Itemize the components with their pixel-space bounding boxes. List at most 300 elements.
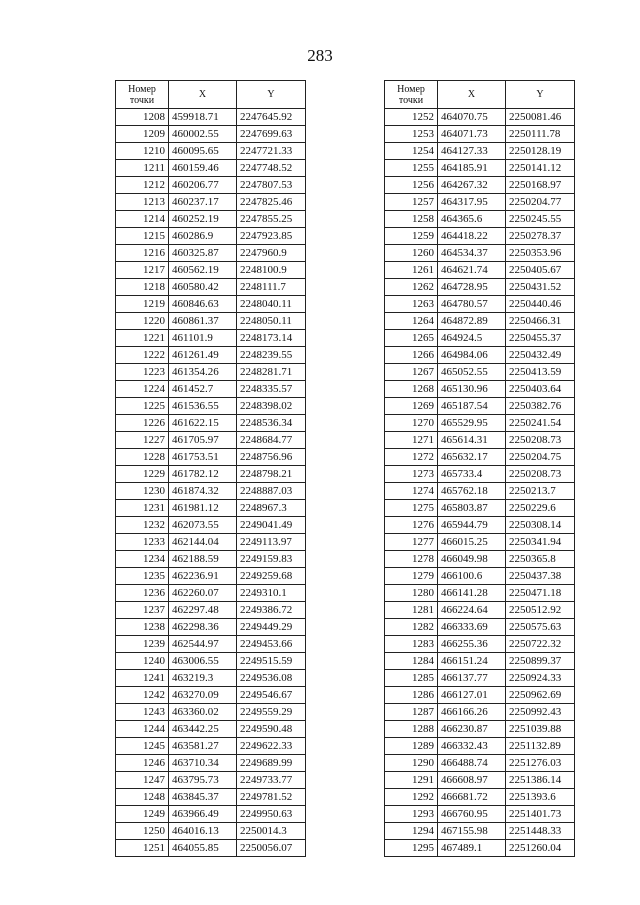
point-number-cell: 1268 (385, 381, 438, 398)
table-row (116, 772, 306, 789)
x-cell: 464070.75 (438, 109, 506, 126)
table-row (116, 143, 306, 160)
table-row (116, 279, 306, 296)
x-cell: 464418.22 (438, 228, 506, 245)
y-cell: 2248967.3 (237, 500, 306, 517)
x-cell: 466137.77 (438, 670, 506, 687)
x-cell: 462188.59 (169, 551, 237, 568)
y-cell: 2250405.67 (506, 262, 575, 279)
point-number-cell: 1250 (116, 823, 169, 840)
point-number-cell: 1218 (116, 279, 169, 296)
point-number-cell: 1215 (116, 228, 169, 245)
point-number-cell: 1276 (385, 517, 438, 534)
x-cell: 461452.7 (169, 381, 237, 398)
x-cell: 466332.43 (438, 738, 506, 755)
x-cell: 464185.91 (438, 160, 506, 177)
point-number-cell: 1270 (385, 415, 438, 432)
x-cell: 461261.49 (169, 347, 237, 364)
point-number-cell: 1251 (116, 840, 169, 857)
x-cell: 460861.37 (169, 313, 237, 330)
y-cell: 2250722.32 (506, 636, 575, 653)
x-cell: 462297.48 (169, 602, 237, 619)
x-cell: 464267.32 (438, 177, 506, 194)
x-cell: 463710.34 (169, 755, 237, 772)
y-cell: 2247807.53 (237, 177, 306, 194)
table-row (385, 772, 575, 789)
x-cell: 460325.87 (169, 245, 237, 262)
x-cell: 460206.77 (169, 177, 237, 194)
point-number-cell: 1275 (385, 500, 438, 517)
point-number-cell: 1269 (385, 398, 438, 415)
table-row (385, 449, 575, 466)
y-cell: 2250204.75 (506, 449, 575, 466)
y-header: Y (506, 81, 575, 109)
point-number-cell: 1284 (385, 653, 438, 670)
y-cell: 2250111.78 (506, 126, 575, 143)
y-cell: 2249781.52 (237, 789, 306, 806)
y-cell: 2249689.99 (237, 755, 306, 772)
table-row (385, 653, 575, 670)
table-row (116, 364, 306, 381)
y-cell: 2249041.49 (237, 517, 306, 534)
table-row (116, 551, 306, 568)
y-cell: 2250204.77 (506, 194, 575, 211)
y-cell: 2251448.33 (506, 823, 575, 840)
y-cell: 2247825.46 (237, 194, 306, 211)
coordinates-table-right (384, 80, 575, 857)
y-cell: 2250229.6 (506, 500, 575, 517)
y-cell: 2250014.3 (237, 823, 306, 840)
table-row (385, 262, 575, 279)
x-cell: 465052.55 (438, 364, 506, 381)
x-cell: 460095.65 (169, 143, 237, 160)
table-row (116, 381, 306, 398)
x-cell: 465762.18 (438, 483, 506, 500)
table-row (385, 177, 575, 194)
x-cell: 463581.27 (169, 738, 237, 755)
point-number-cell: 1231 (116, 500, 169, 517)
table-row (385, 500, 575, 517)
x-cell: 464984.06 (438, 347, 506, 364)
y-cell: 2250440.46 (506, 296, 575, 313)
y-cell: 2248756.96 (237, 449, 306, 466)
x-cell: 463219.3 (169, 670, 237, 687)
y-cell: 2250365.8 (506, 551, 575, 568)
table-row (116, 296, 306, 313)
y-cell: 2250466.31 (506, 313, 575, 330)
point-number-cell: 1243 (116, 704, 169, 721)
point-number-cell: 1239 (116, 636, 169, 653)
point-number-cell: 1232 (116, 517, 169, 534)
y-cell: 2250278.37 (506, 228, 575, 245)
y-cell: 2249590.48 (237, 721, 306, 738)
y-cell: 2248173.14 (237, 330, 306, 347)
x-cell: 466151.24 (438, 653, 506, 670)
table-row (385, 602, 575, 619)
x-cell: 465130.96 (438, 381, 506, 398)
x-cell: 464924.5 (438, 330, 506, 347)
point-number-cell: 1211 (116, 160, 169, 177)
x-cell: 464016.13 (169, 823, 237, 840)
table-row (116, 177, 306, 194)
x-cell: 461536.55 (169, 398, 237, 415)
y-cell: 2250455.37 (506, 330, 575, 347)
table-row (116, 483, 306, 500)
point-number-cell: 1233 (116, 534, 169, 551)
x-cell: 460562.19 (169, 262, 237, 279)
point-number-cell: 1213 (116, 194, 169, 211)
y-cell: 2248100.9 (237, 262, 306, 279)
table-row (385, 330, 575, 347)
table-row (116, 721, 306, 738)
point-number-cell: 1264 (385, 313, 438, 330)
y-header: Y (237, 81, 306, 109)
table-row (385, 517, 575, 534)
table-row (116, 585, 306, 602)
y-cell: 2250141.12 (506, 160, 575, 177)
x-cell: 466166.26 (438, 704, 506, 721)
x-cell: 460286.9 (169, 228, 237, 245)
y-cell: 2247645.92 (237, 109, 306, 126)
table-row (385, 823, 575, 840)
table-row (385, 670, 575, 687)
y-cell: 2250899.37 (506, 653, 575, 670)
x-cell: 462544.97 (169, 636, 237, 653)
x-cell: 465733.4 (438, 466, 506, 483)
point-number-cell: 1272 (385, 449, 438, 466)
y-cell: 2250382.76 (506, 398, 575, 415)
y-cell: 2248887.03 (237, 483, 306, 500)
table-row (116, 194, 306, 211)
point-number-cell: 1254 (385, 143, 438, 160)
x-cell: 466141.28 (438, 585, 506, 602)
point-number-cell: 1223 (116, 364, 169, 381)
y-cell: 2249310.1 (237, 585, 306, 602)
y-cell: 2250208.73 (506, 432, 575, 449)
x-cell: 460580.42 (169, 279, 237, 296)
point-number-cell: 1217 (116, 262, 169, 279)
x-cell: 461101.9 (169, 330, 237, 347)
table-row (385, 245, 575, 262)
table-row (116, 636, 306, 653)
y-cell: 2248798.21 (237, 466, 306, 483)
point-number-cell: 1295 (385, 840, 438, 857)
table-row (385, 415, 575, 432)
table-row (116, 517, 306, 534)
x-cell: 466230.87 (438, 721, 506, 738)
x-cell: 462260.07 (169, 585, 237, 602)
point-number-cell: 1256 (385, 177, 438, 194)
table-row (385, 534, 575, 551)
table-row (385, 619, 575, 636)
y-cell: 2247748.52 (237, 160, 306, 177)
point-number-cell: 1273 (385, 466, 438, 483)
x-cell: 466255.36 (438, 636, 506, 653)
x-cell: 464365.6 (438, 211, 506, 228)
x-cell: 463270.09 (169, 687, 237, 704)
y-cell: 2250431.52 (506, 279, 575, 296)
y-cell: 2250413.59 (506, 364, 575, 381)
point-number-cell: 1238 (116, 619, 169, 636)
page-number: 283 (307, 46, 333, 65)
point-number-cell: 1292 (385, 789, 438, 806)
y-cell: 2249449.29 (237, 619, 306, 636)
point-number-cell: 1282 (385, 619, 438, 636)
y-cell: 2248281.71 (237, 364, 306, 381)
point-number-header: Номер точки (116, 81, 169, 109)
x-cell: 463442.25 (169, 721, 237, 738)
x-cell: 464055.85 (169, 840, 237, 857)
y-cell: 2248040.11 (237, 296, 306, 313)
table-row (116, 602, 306, 619)
y-cell: 2250213.7 (506, 483, 575, 500)
table-row (116, 653, 306, 670)
table-row (116, 211, 306, 228)
x-cell: 464728.95 (438, 279, 506, 296)
table-row (116, 670, 306, 687)
y-cell: 2249733.77 (237, 772, 306, 789)
point-number-cell: 1280 (385, 585, 438, 602)
table-row (116, 228, 306, 245)
y-cell: 2250575.63 (506, 619, 575, 636)
point-number-cell: 1229 (116, 466, 169, 483)
point-number-cell: 1221 (116, 330, 169, 347)
table-row (385, 840, 575, 857)
x-header: X (169, 81, 237, 109)
y-cell: 2248239.55 (237, 347, 306, 364)
point-number-cell: 1226 (116, 415, 169, 432)
table-row (385, 738, 575, 755)
table-row (385, 313, 575, 330)
point-number-cell: 1216 (116, 245, 169, 262)
table-row (385, 466, 575, 483)
point-number-cell: 1289 (385, 738, 438, 755)
table-row (385, 568, 575, 585)
coordinates-table-left (115, 80, 306, 857)
table-row (116, 109, 306, 126)
table-row (116, 738, 306, 755)
point-number-cell: 1277 (385, 534, 438, 551)
point-number-cell: 1210 (116, 143, 169, 160)
y-cell: 2251401.73 (506, 806, 575, 823)
x-cell: 461354.26 (169, 364, 237, 381)
point-number-cell: 1249 (116, 806, 169, 823)
y-cell: 2251039.88 (506, 721, 575, 738)
x-cell: 464621.74 (438, 262, 506, 279)
x-cell: 462144.04 (169, 534, 237, 551)
point-number-cell: 1230 (116, 483, 169, 500)
point-number-cell: 1291 (385, 772, 438, 789)
table-row (116, 466, 306, 483)
point-number-cell: 1274 (385, 483, 438, 500)
point-number-cell: 1234 (116, 551, 169, 568)
y-cell: 2250341.94 (506, 534, 575, 551)
point-number-cell: 1293 (385, 806, 438, 823)
table-row (116, 126, 306, 143)
y-cell: 2247960.9 (237, 245, 306, 262)
x-cell: 463966.49 (169, 806, 237, 823)
y-cell: 2249559.29 (237, 704, 306, 721)
x-cell: 467155.98 (438, 823, 506, 840)
point-number-cell: 1259 (385, 228, 438, 245)
table-row (385, 704, 575, 721)
point-number-cell: 1225 (116, 398, 169, 415)
point-number-cell: 1281 (385, 602, 438, 619)
x-cell: 461622.15 (169, 415, 237, 432)
x-cell: 466608.97 (438, 772, 506, 789)
x-cell: 460846.63 (169, 296, 237, 313)
x-cell: 466100.6 (438, 568, 506, 585)
point-number-cell: 1208 (116, 109, 169, 126)
table-row (385, 211, 575, 228)
y-cell: 2250512.92 (506, 602, 575, 619)
table-row (116, 568, 306, 585)
table-row (385, 296, 575, 313)
point-number-cell: 1220 (116, 313, 169, 330)
point-number-cell: 1262 (385, 279, 438, 296)
point-number-cell: 1261 (385, 262, 438, 279)
y-cell: 2247721.33 (237, 143, 306, 160)
y-cell: 2251393.6 (506, 789, 575, 806)
point-number-cell: 1242 (116, 687, 169, 704)
y-cell: 2248398.02 (237, 398, 306, 415)
table-row (385, 636, 575, 653)
table-row (385, 109, 575, 126)
y-cell: 2251132.89 (506, 738, 575, 755)
x-cell: 466127.01 (438, 687, 506, 704)
x-cell: 461753.51 (169, 449, 237, 466)
x-cell: 461782.12 (169, 466, 237, 483)
x-cell: 465944.79 (438, 517, 506, 534)
point-number-cell: 1219 (116, 296, 169, 313)
y-cell: 2250403.64 (506, 381, 575, 398)
y-cell: 2247855.25 (237, 211, 306, 228)
y-cell: 2250992.43 (506, 704, 575, 721)
x-cell: 460159.46 (169, 160, 237, 177)
point-number-cell: 1245 (116, 738, 169, 755)
y-cell: 2250241.54 (506, 415, 575, 432)
point-number-cell: 1266 (385, 347, 438, 364)
point-number-cell: 1271 (385, 432, 438, 449)
y-cell: 2250924.33 (506, 670, 575, 687)
x-cell: 466333.69 (438, 619, 506, 636)
x-cell: 466224.64 (438, 602, 506, 619)
table-row (116, 789, 306, 806)
table-row (116, 704, 306, 721)
point-number-cell: 1263 (385, 296, 438, 313)
table-row (385, 279, 575, 296)
table-header-row (385, 81, 575, 109)
point-number-cell: 1248 (116, 789, 169, 806)
point-number-cell: 1252 (385, 109, 438, 126)
y-cell: 2247923.85 (237, 228, 306, 245)
x-cell: 463795.73 (169, 772, 237, 789)
point-number-cell: 1279 (385, 568, 438, 585)
table-row (116, 262, 306, 279)
y-cell: 2248111.7 (237, 279, 306, 296)
x-cell: 460252.19 (169, 211, 237, 228)
y-cell: 2249159.83 (237, 551, 306, 568)
table-row (385, 228, 575, 245)
x-header: X (438, 81, 506, 109)
y-cell: 2249515.59 (237, 653, 306, 670)
point-number-cell: 1267 (385, 364, 438, 381)
x-cell: 465803.87 (438, 500, 506, 517)
y-cell: 2250245.55 (506, 211, 575, 228)
y-cell: 2251386.14 (506, 772, 575, 789)
point-number-cell: 1214 (116, 211, 169, 228)
y-cell: 2250056.07 (237, 840, 306, 857)
y-cell: 2248684.77 (237, 432, 306, 449)
x-cell: 462236.91 (169, 568, 237, 585)
x-cell: 462073.55 (169, 517, 237, 534)
point-number-cell: 1257 (385, 194, 438, 211)
y-cell: 2248536.34 (237, 415, 306, 432)
y-cell: 2250432.49 (506, 347, 575, 364)
x-cell: 466681.72 (438, 789, 506, 806)
table-row (385, 721, 575, 738)
y-cell: 2249546.67 (237, 687, 306, 704)
y-cell: 2250962.69 (506, 687, 575, 704)
table-row (116, 534, 306, 551)
point-number-cell: 1237 (116, 602, 169, 619)
x-cell: 466015.25 (438, 534, 506, 551)
table-row (116, 806, 306, 823)
y-cell: 2249386.72 (237, 602, 306, 619)
table-row (116, 755, 306, 772)
point-number-cell: 1286 (385, 687, 438, 704)
point-number-cell: 1241 (116, 670, 169, 687)
table-row (116, 840, 306, 857)
x-cell: 465614.31 (438, 432, 506, 449)
table-row (116, 500, 306, 517)
point-number-cell: 1228 (116, 449, 169, 466)
point-number-cell: 1253 (385, 126, 438, 143)
y-cell: 2251276.03 (506, 755, 575, 772)
point-number-cell: 1224 (116, 381, 169, 398)
table-row (116, 330, 306, 347)
y-cell: 2249536.08 (237, 670, 306, 687)
point-number-cell: 1227 (116, 432, 169, 449)
y-cell: 2250308.14 (506, 517, 575, 534)
table-row (385, 755, 575, 772)
x-cell: 463845.37 (169, 789, 237, 806)
x-cell: 466049.98 (438, 551, 506, 568)
table-header-row (116, 81, 306, 109)
point-number-cell: 1255 (385, 160, 438, 177)
point-number-cell: 1236 (116, 585, 169, 602)
table-row (385, 364, 575, 381)
point-number-cell: 1285 (385, 670, 438, 687)
table-row (385, 585, 575, 602)
x-cell: 461705.97 (169, 432, 237, 449)
point-number-header: Номер точки (385, 81, 438, 109)
x-cell: 464127.33 (438, 143, 506, 160)
x-cell: 463006.55 (169, 653, 237, 670)
x-cell: 461874.32 (169, 483, 237, 500)
y-cell: 2249950.63 (237, 806, 306, 823)
point-number-cell: 1209 (116, 126, 169, 143)
table-row (385, 381, 575, 398)
point-number-cell: 1222 (116, 347, 169, 364)
table-row (385, 789, 575, 806)
x-cell: 464071.73 (438, 126, 506, 143)
y-cell: 2249259.68 (237, 568, 306, 585)
point-number-cell: 1240 (116, 653, 169, 670)
x-cell: 464317.95 (438, 194, 506, 211)
point-number-cell: 1258 (385, 211, 438, 228)
point-number-cell: 1290 (385, 755, 438, 772)
